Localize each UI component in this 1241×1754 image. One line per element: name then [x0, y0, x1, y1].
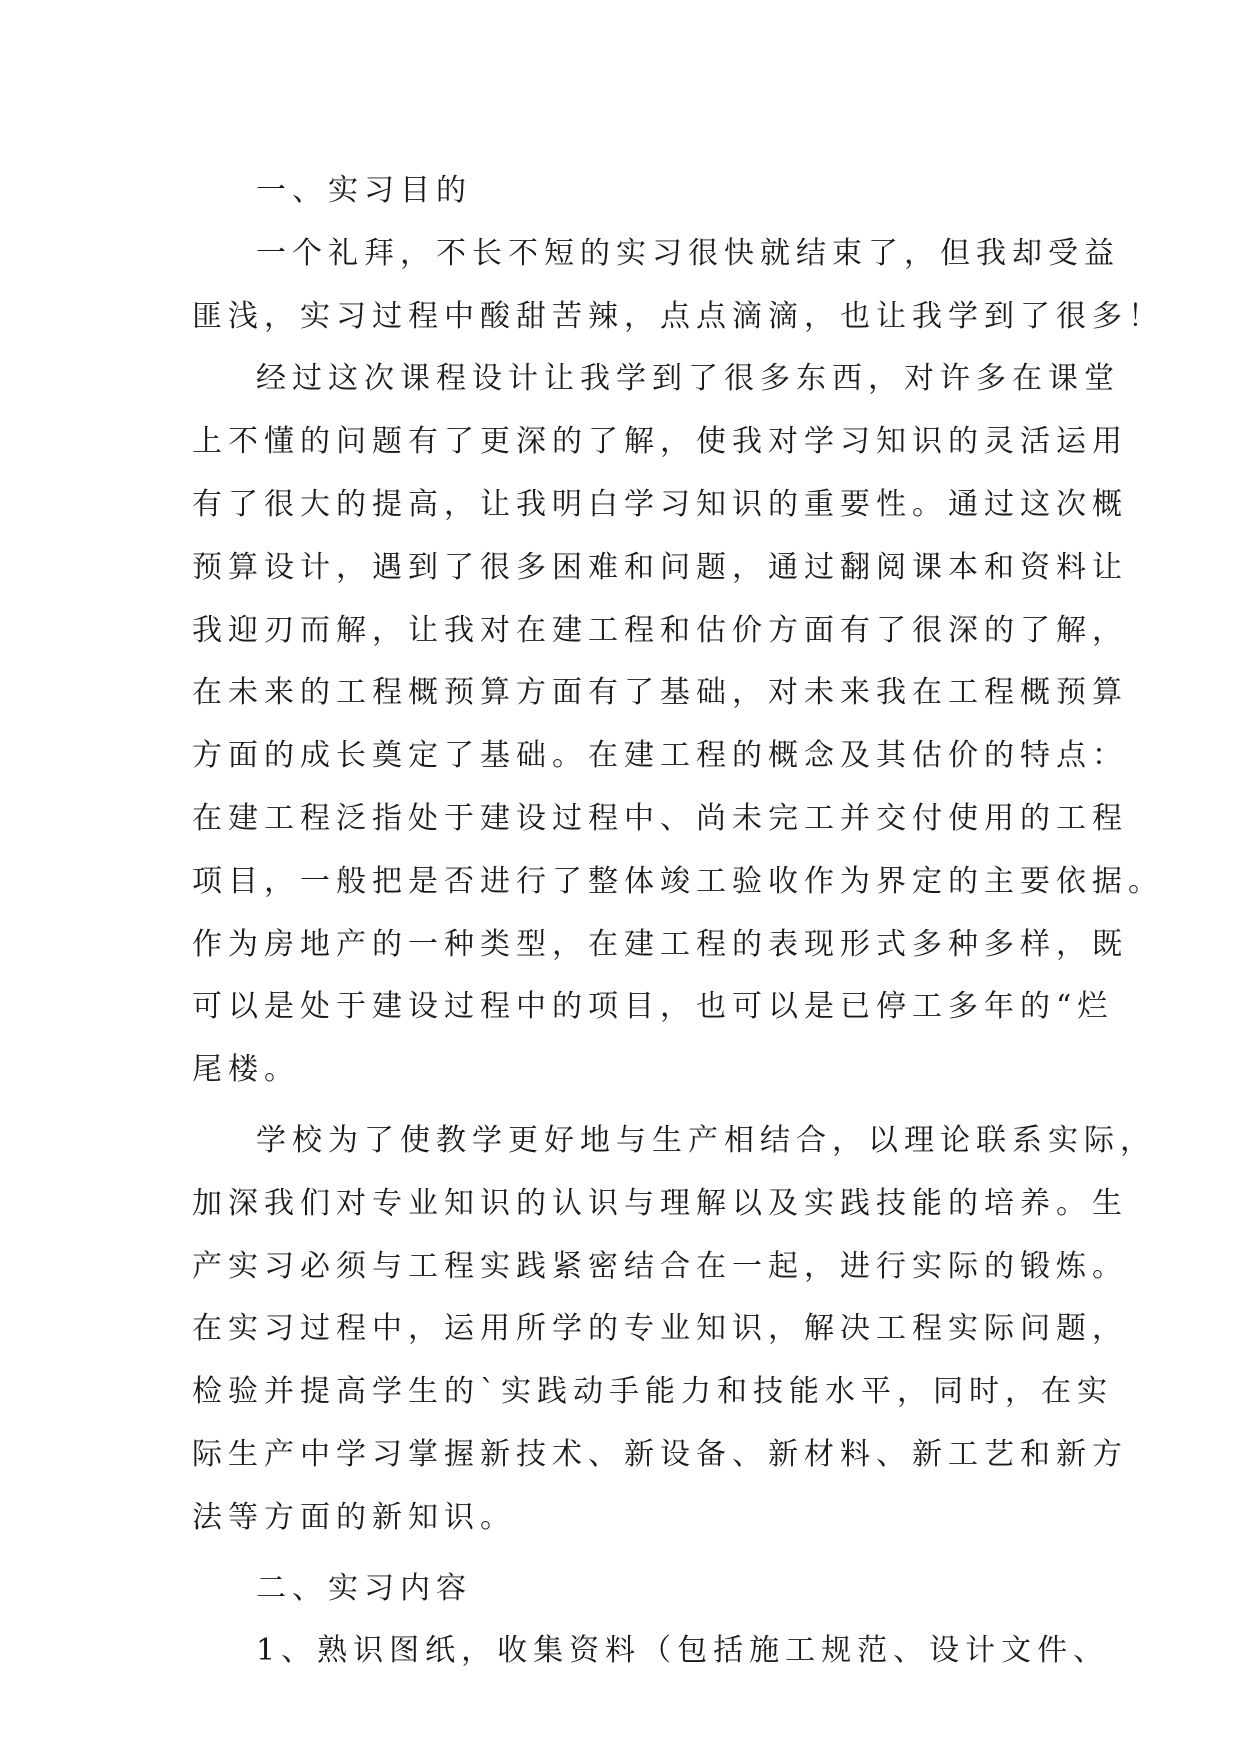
paragraph-line: 上不懂的问题有了更深的了解，使我对学习知识的灵活运用 — [192, 424, 1128, 460]
paragraph-line: 经过这次课程设计让我学到了很多东西，对许多在课堂 — [256, 361, 1120, 397]
paragraph-line: 我迎刃而解，让我对在建工程和估价方面有了很深的了解， — [192, 612, 1128, 648]
paragraph-line: 匪浅，实习过程中酸甜苦辣，点点滴滴，也让我学到了很多！ — [192, 298, 1164, 334]
paragraph-line: 有了很大的提高，让我明白学习知识的重要性。通过这次概 — [192, 486, 1128, 522]
paragraph-line: 在未来的工程概预算方面有了基础，对未来我在工程概预算 — [192, 675, 1128, 711]
paragraph-line: 1、熟识图纸，收集资料（包括施工规范、设计文件、 — [256, 1633, 1110, 1669]
paragraph-line: 方面的成长奠定了基础。在建工程的概念及其估价的特点： — [192, 738, 1128, 774]
paragraph-line: 检验并提高学生的`实践动手能力和技能水平，同时，在实 — [192, 1374, 1113, 1410]
paragraph-line: 法等方面的新知识。 — [192, 1499, 516, 1535]
paragraph-line: 在建工程泛指处于建设过程中、尚未完工并交付使用的工程 — [192, 800, 1128, 836]
paragraph-line: 际生产中学习掌握新技术、新设备、新材料、新工艺和新方 — [192, 1436, 1128, 1472]
paragraph-line: 可以是处于建设过程中的项目，也可以是已停工多年的“烂 — [192, 989, 1114, 1025]
document-body — [192, 160, 1164, 1683]
paragraph-line: 作为房地产的一种类型，在建工程的表现形式多种多样，既 — [192, 926, 1128, 962]
paragraph-line: 项目，一般把是否进行了整体竣工验收作为界定的主要依据。 — [192, 863, 1164, 899]
section-heading-content: 二、实习内容 — [256, 1570, 472, 1606]
paragraph-line: 尾楼。 — [192, 1052, 300, 1088]
paragraph-line: 加深我们对专业知识的认识与理解以及实践技能的培养。生 — [192, 1185, 1128, 1221]
paragraph-line: 在实习过程中，运用所学的专业知识，解决工程实际问题， — [192, 1311, 1128, 1347]
paragraph-line: 一个礼拜，不长不短的实习很快就结束了，但我却受益 — [256, 235, 1120, 271]
paragraph-line: 产实习必须与工程实践紧密结合在一起，进行实际的锻炼。 — [192, 1248, 1128, 1284]
paragraph-line: 预算设计，遇到了很多困难和问题，通过翻阅课本和资料让 — [192, 549, 1128, 585]
section-heading-purpose: 一、实习目的 — [256, 173, 472, 208]
paragraph-line: 学校为了使教学更好地与生产相结合，以理论联系实际， — [256, 1122, 1156, 1158]
